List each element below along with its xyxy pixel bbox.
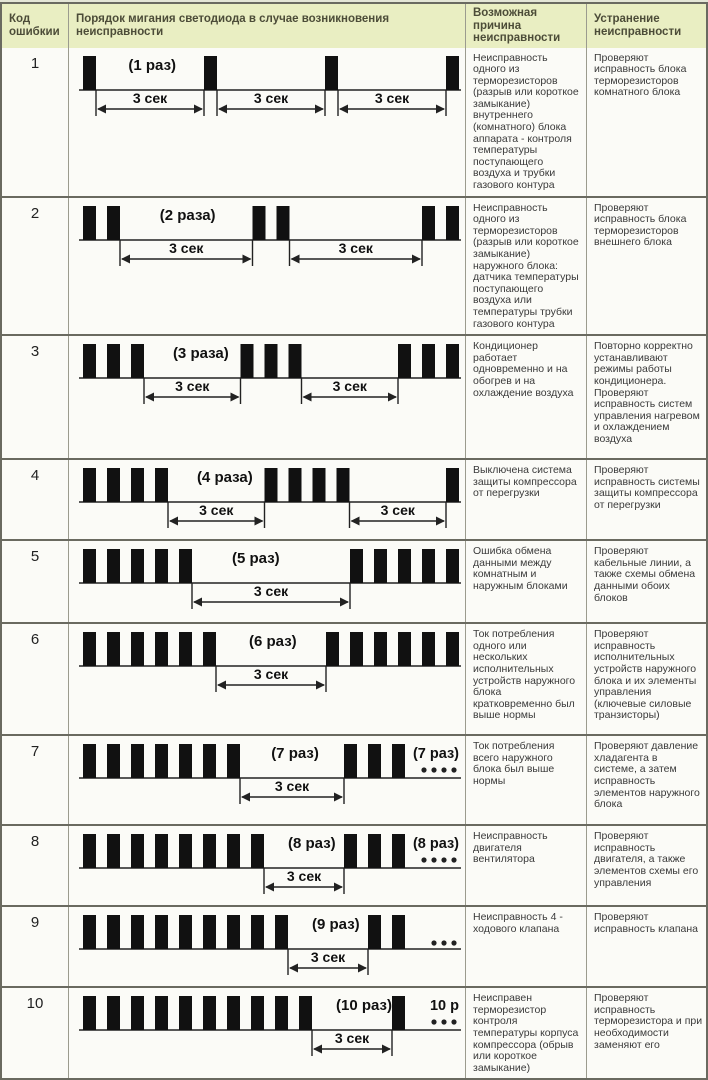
- led-blink-pattern: [77, 913, 463, 979]
- fault-cause: Неисправность двигателя вентилятора: [465, 826, 586, 905]
- fault-remedy: Проверяют исправность исполнительных устройств наружного блока и их элементы управления (ключевые силовые транзисторы): [586, 624, 706, 734]
- interval-label: 3 сек: [332, 378, 367, 395]
- led-blink-pattern: [77, 832, 463, 898]
- blink-count-label: (4 раза): [196, 469, 253, 487]
- led-blink-pattern: [77, 342, 463, 408]
- interval-label: 3 сек: [334, 1030, 370, 1047]
- continuation-dot: [441, 858, 446, 863]
- blink-count-label: (10 раз): [336, 997, 392, 1015]
- error-code: 7: [30, 743, 40, 761]
- fault-cause: Неисправность одного из терморезисторов (разрыв или короткое замыкание) внутреннего (комнатного) блока аппарата - контроля температуры поступающего воздуха и трубки газового контура: [465, 48, 586, 196]
- table-body: [2, 48, 706, 1079]
- continuation-dot: [451, 941, 456, 946]
- blink-count-label: (1 раз): [128, 56, 177, 74]
- interval-label: 3 сек: [310, 949, 346, 966]
- error-code-table: [0, 2, 708, 1080]
- continuation-dot: [451, 858, 456, 863]
- table-row: [2, 334, 706, 458]
- fault-remedy: Проверяют кабельные линии, а также схемы обмена данными обоих блоков: [586, 541, 706, 622]
- blink-count-label: (6 раз): [249, 633, 297, 651]
- blink-count-label: (3 раза): [172, 345, 229, 363]
- continuation-dot: [421, 858, 426, 863]
- table-row: [2, 458, 706, 539]
- table-row: [2, 905, 706, 986]
- continuation-dot: [431, 768, 436, 773]
- blink-diagram: [68, 460, 465, 539]
- header-cause: Возможная причина неисправности: [465, 4, 586, 48]
- fault-remedy: Проверяют исправность терморезистора и при необходимости заменяют его: [586, 988, 706, 1078]
- led-blink-pattern: [77, 204, 463, 270]
- table-row: [2, 622, 706, 734]
- fault-cause: Неисправен терморезистор контроля температуры корпуса компрессора (обрыв или короткое замыкание): [465, 988, 586, 1078]
- fault-remedy: Проверяют исправность клапана: [586, 907, 706, 986]
- continuation-dot: [421, 768, 426, 773]
- table-row: [2, 734, 706, 824]
- blink-count-label: (5 раз): [232, 550, 280, 568]
- repeat-label: (7 раз): [412, 746, 459, 763]
- fault-cause: Выключена система защиты компрессора от перегрузки: [465, 460, 586, 539]
- fault-cause: Ошибка обмена данными между комнатным и наружным блоками: [465, 541, 586, 622]
- continuation-dot: [441, 941, 446, 946]
- fault-remedy: Повторно корректно устанавливают режимы работы кондиционера. Проверяют исправность систем управления нагревом и охлаждением воздуха: [586, 336, 706, 458]
- repeat-label: 10 р: [429, 998, 459, 1015]
- blink-count-label: (8 раз): [288, 835, 336, 853]
- blink-diagram: [68, 48, 465, 196]
- continuation-dot: [441, 768, 446, 773]
- error-code: 3: [30, 343, 40, 361]
- interval-label: 3 сек: [199, 502, 234, 519]
- led-blink-pattern: [77, 742, 463, 808]
- led-blink-pattern: [77, 466, 463, 532]
- continuation-dot: [451, 768, 456, 773]
- fault-cause: Неисправность 4 - ходового клапана: [465, 907, 586, 986]
- fault-remedy: Проверяют исправность блока терморезисторов внешнего блока: [586, 198, 706, 335]
- error-code: 10: [26, 995, 44, 1013]
- blink-diagram: [68, 198, 465, 335]
- continuation-dot: [431, 941, 436, 946]
- blink-diagram: [68, 541, 465, 622]
- blink-diagram: [68, 826, 465, 905]
- table-row: [2, 48, 706, 196]
- led-blink-pattern: [77, 994, 463, 1060]
- interval-label: 3 сек: [374, 89, 410, 106]
- blink-diagram: [68, 988, 465, 1078]
- blink-count-label: (9 раз): [312, 916, 360, 934]
- interval-label: 3 сек: [253, 89, 289, 106]
- repeat-label: (8 раз): [412, 836, 459, 853]
- interval-label: 3 сек: [274, 778, 310, 795]
- fault-cause: Ток потребления всего наружного блока был выше нормы: [465, 736, 586, 824]
- table-row: [2, 539, 706, 622]
- fault-cause: Ток потребления одного или нескольких исполнительных устройств наружного блока кратковременно был выше нормы: [465, 624, 586, 734]
- interval-label: 3 сек: [132, 89, 168, 106]
- fault-cause: Кондиционер работает одновременно и на обогрев и на охлаждение воздуха: [465, 336, 586, 458]
- fault-remedy: Проверяют давление хладагента в системе, а затем исправность элементов наружного блока: [586, 736, 706, 824]
- interval-label: 3 сек: [169, 239, 204, 256]
- error-code: 2: [30, 204, 40, 222]
- error-code: 6: [30, 631, 40, 649]
- error-code: 5: [30, 548, 40, 566]
- led-blink-pattern: [77, 547, 463, 613]
- blink-count-label: (2 раза): [159, 206, 216, 224]
- led-blink-pattern: [77, 54, 463, 120]
- header-remedy: Устранение неисправности: [586, 4, 706, 48]
- led-blink-pattern: [77, 630, 463, 696]
- blink-diagram: [68, 736, 465, 824]
- interval-label: 3 сек: [175, 378, 210, 395]
- interval-label: 3 сек: [253, 583, 289, 600]
- interval-label: 3 сек: [380, 502, 415, 519]
- fault-cause: Неисправность одного из терморезисторов (разрыв или короткое замыкание) наружного блока: датчика температуры поступающего воздуха или температуры трубки газового контура: [465, 198, 586, 335]
- table-row: [2, 986, 706, 1078]
- fault-remedy: Проверяют исправность блока терморезисторов комнатного блока: [586, 48, 706, 196]
- table-row: [2, 196, 706, 335]
- blink-diagram: [68, 624, 465, 734]
- interval-label: 3 сек: [253, 666, 289, 683]
- error-code: 9: [30, 914, 40, 932]
- interval-label: 3 сек: [338, 239, 373, 256]
- blink-diagram: [68, 907, 465, 986]
- table-header: [2, 4, 706, 48]
- table-row: [2, 824, 706, 905]
- header-pattern: Порядок мигания светодиода в случае возникновения неисправности: [68, 4, 465, 48]
- blink-count-label: (7 раз): [271, 745, 319, 763]
- continuation-dot: [431, 858, 436, 863]
- fault-remedy: Проверяют исправность системы защиты компрессора от перегрузки: [586, 460, 706, 539]
- blink-diagram: [68, 336, 465, 458]
- error-code: 4: [30, 467, 40, 485]
- error-code: 8: [30, 833, 40, 851]
- header-code: Код ошибкии: [9, 13, 60, 38]
- interval-label: 3 сек: [286, 868, 322, 885]
- fault-remedy: Проверяют исправность двигателя, а также элементов схемы его управления: [586, 826, 706, 905]
- error-code: 1: [30, 54, 40, 72]
